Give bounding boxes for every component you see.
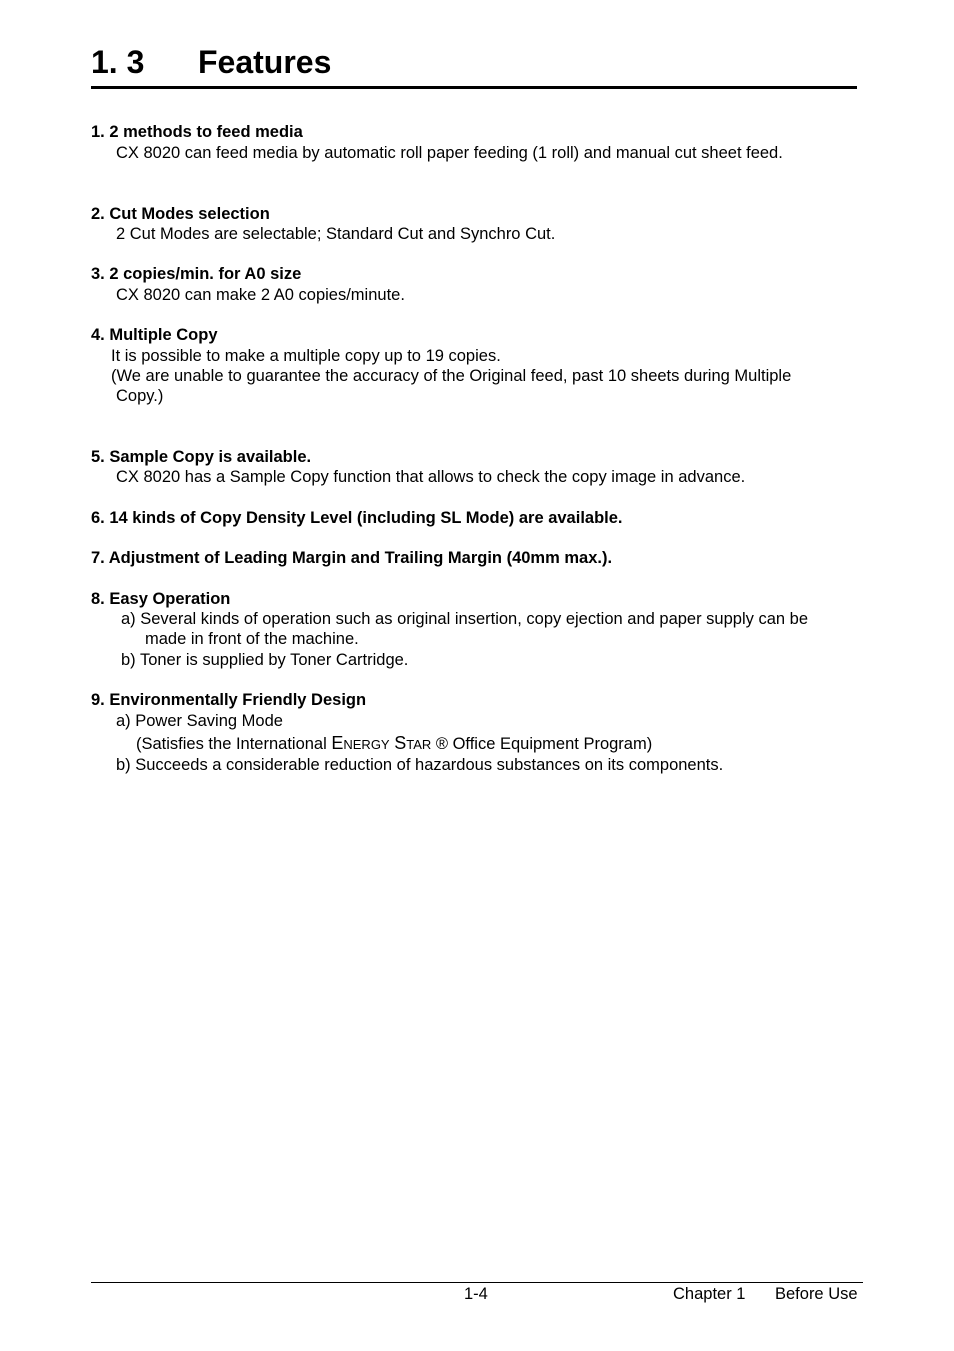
- feature-heading-9: 9. Environmentally Friendly Design: [91, 691, 367, 709]
- energy-prefix: (Satisfies the International: [136, 735, 332, 753]
- feature-text-4a: It is possible to make a multiple copy up to 19 copies.: [111, 347, 501, 365]
- feature-heading-5: 5. Sample Copy is available.: [91, 448, 312, 466]
- feature-text-9b: b) Succeeds a considerable reduction of hazardous substances on its components.: [116, 756, 724, 774]
- energy-s-rest: TAR: [406, 737, 432, 752]
- section-number: 1. 3: [91, 44, 145, 80]
- feature-heading-7: 7. Adjustment of Leading Margin and Trailing Margin (40mm max.).: [91, 549, 613, 567]
- feature-heading-1: 1. 2 methods to feed media: [91, 123, 303, 141]
- feature-heading-6: 6. 14 kinds of Copy Density Level (including SL Mode) are available.: [91, 509, 623, 527]
- energy-e-cap: E: [331, 733, 344, 753]
- page-number: 1-4: [464, 1285, 488, 1303]
- footer-chapter: Chapter 1: [673, 1285, 746, 1303]
- feature-text-3: CX 8020 can make 2 A0 copies/minute.: [116, 286, 405, 304]
- feature-text-1: CX 8020 can feed media by automatic roll paper feeding (1 roll) and manual cut sheet feed.: [116, 144, 783, 162]
- section-title: Features: [198, 44, 332, 80]
- footer-rule: [91, 1282, 863, 1283]
- feature-heading-4: 4. Multiple Copy: [91, 326, 218, 344]
- feature-text-5: CX 8020 has a Sample Copy function that allows to check the copy image in advance.: [116, 468, 746, 486]
- feature-heading-2: 2. Cut Modes selection: [91, 205, 270, 223]
- energy-star-line: [136, 733, 652, 755]
- footer-chapter-title: Before Use: [775, 1285, 858, 1303]
- energy-e-rest: NERGY: [343, 737, 390, 752]
- section-header: [91, 40, 857, 89]
- feature-text-4b: (We are unable to guarantee the accuracy of the Original feed, past 10 sheets during Multiple: [111, 367, 792, 385]
- feature-text-8b: made in front of the machine.: [145, 630, 359, 648]
- feature-text-9a: a) Power Saving Mode: [116, 712, 283, 730]
- feature-text-8c: b) Toner is supplied by Toner Cartridge.: [121, 651, 409, 669]
- energy-s-cap: S: [394, 733, 407, 753]
- feature-text-8a: a) Several kinds of operation such as original insertion, copy ejection and paper supply can be: [121, 610, 808, 628]
- energy-suffix: ® Office Equipment Program): [431, 735, 653, 753]
- feature-text-2: 2 Cut Modes are selectable; Standard Cut and Synchro Cut.: [116, 225, 556, 243]
- feature-heading-8: 8. Easy Operation: [91, 590, 231, 608]
- feature-heading-3: 3. 2 copies/min. for A0 size: [91, 265, 302, 283]
- feature-text-4c: Copy.): [116, 387, 164, 405]
